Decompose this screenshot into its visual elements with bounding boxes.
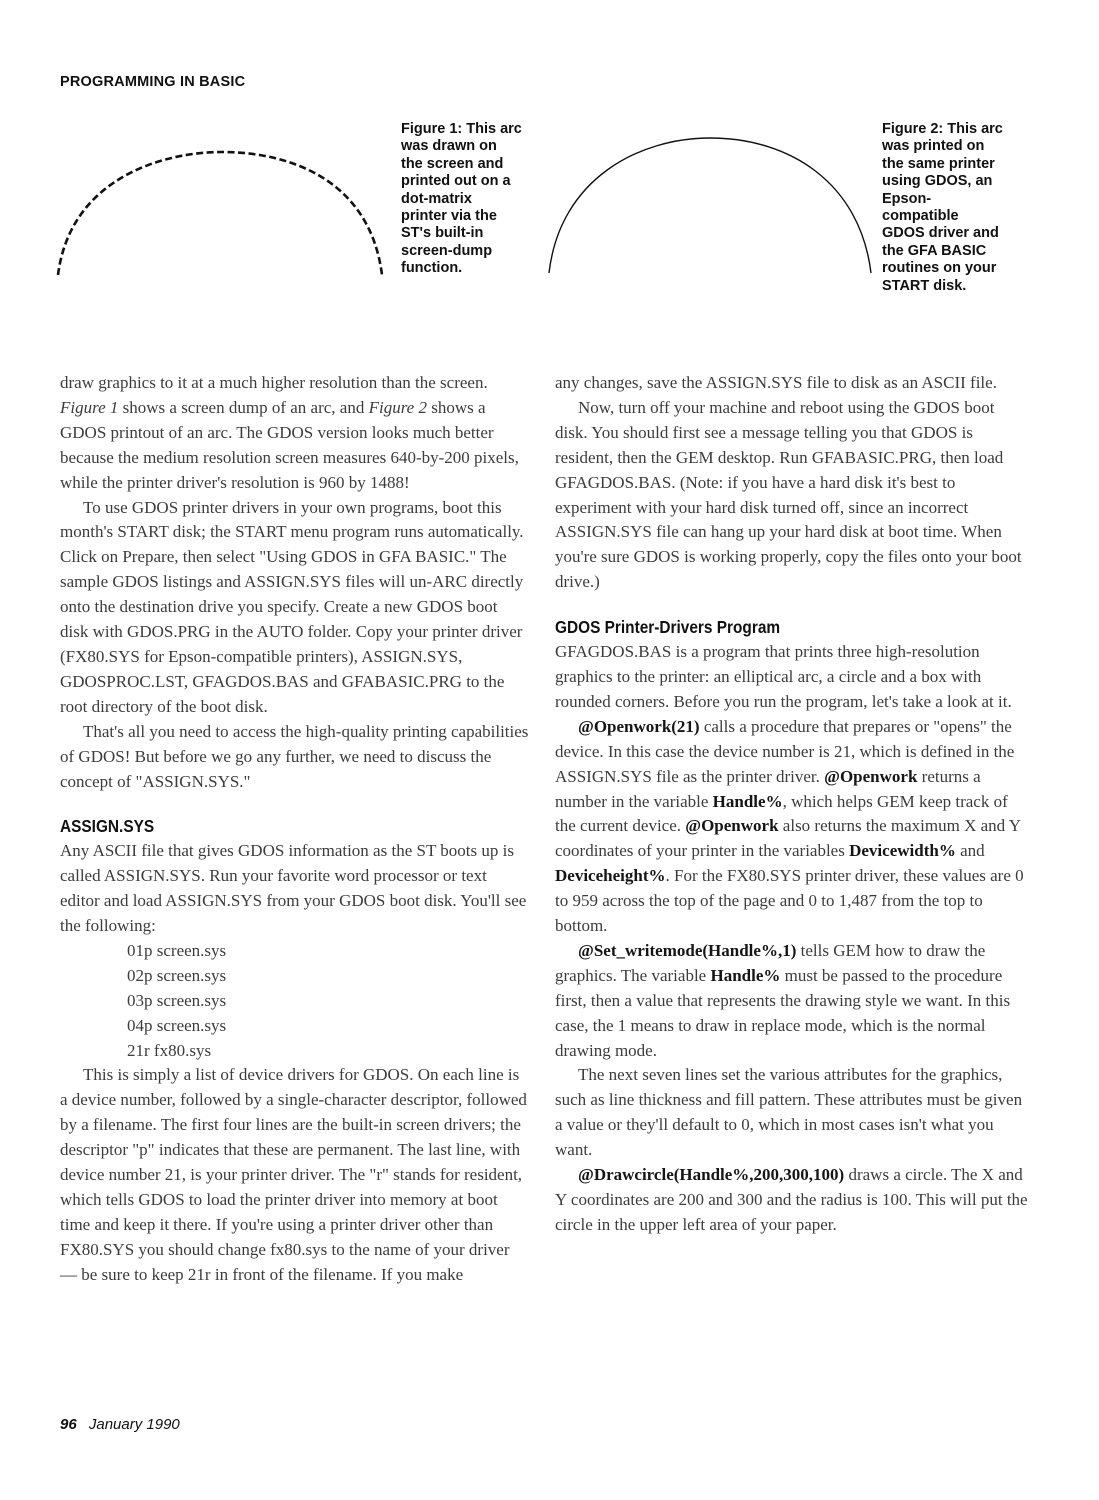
listing-line: 21r fx80.sys: [127, 1040, 212, 1060]
page-folio: [60, 1416, 180, 1433]
page-number: 96: [60, 1416, 77, 1433]
paragraph: any changes, save the ASSIGN.SYS file to disk as an ASCII file.: [555, 373, 997, 392]
listing-line: 02p screen.sys: [127, 965, 227, 985]
paragraph: @Openwork(21) calls a procedure that prepares or "opens" the device. In this case the device number is 21, which is defined in the ASSIGN.SYS file as the printer driver. @Openwork returns a number in the variable Handle%, which helps GEM keep track of the current device. @Openwork also returns the maximum X and Y coordinates of your printer in the variables Devicewidth% and Deviceheight%. For the FX80.SYS printer driver, these values are 0 to 959 across the top of the page and 0 to 1,487 from the top to bottom.: [555, 716, 1024, 936]
section-heading-assign-sys: ASSIGN.SYS: [60, 816, 155, 837]
figure-1-dotted-arc: [50, 140, 395, 280]
paragraph: The next seven lines set the various attributes for the graphics, such as line thickness and fill pattern. These attributes must be given a value or they'll default to 0, which in most cases isn't what you want.: [555, 1065, 1023, 1160]
running-head: PROGRAMMING IN BASIC: [60, 74, 246, 90]
listing-line: 01p screen.sys: [127, 940, 227, 960]
left-column: [60, 371, 530, 1288]
paragraph: Any ASCII file that gives GDOS information as the ST boots up is called ASSIGN.SYS. Run your favorite word processor or text editor and load ASSIGN.SYS from your GDOS boot disk. You'll see the following:: [60, 841, 527, 936]
figure-2-caption: Figure 2: This arc was printed on the same printer using GDOS, an Epson- compatible GDOS driver and the GFA BASIC routines on your START disk.: [882, 121, 1003, 294]
paragraph: To use GDOS printer drivers in your own programs, boot this month's START disk; the START menu program runs automatically. Click on Prepare, then select "Using GDOS in GFA BASIC." The sample GDOS listings and ASSIGN.SYS files will un-ARC directly onto the destination drive you specify. Create a new GDOS boot disk with GDOS.PRG in the AUTO folder. Copy your printer driver (FX80.SYS for Epson-compatible printers), ASSIGN.SYS, GDOSPROC.LST, GFAGDOS.BAS and GFABASIC.PRG to the root directory of the boot disk.: [60, 497, 524, 716]
figure-2-smooth-arc: [540, 128, 885, 278]
listing-line: 03p screen.sys: [127, 990, 227, 1010]
paragraph: This is simply a list of device drivers for GDOS. On each line is a device number, followed by a single-character descriptor, followed by a filename. The first four lines are the built-in screen drivers; the descriptor "p" indicates that these are permanent. The last line, with device number 21, is your printer driver. The "r" stands for resident, which tells GDOS to load the printer driver into memory at boot time and keep it there. If you're using a printer driver other than FX80.SYS you should change fx80.sys to the name of your driver — be sure to keep 21r in front of the filename. If you make: [60, 1065, 527, 1284]
paragraph: GFAGDOS.BAS is a program that prints three high-resolution graphics to the printer: an elliptical arc, a circle and a box with rounded corners. Before you run the program, let's take a look at it.: [555, 642, 1012, 711]
right-column: [555, 371, 1030, 1238]
issue-date: January 1990: [88, 1416, 180, 1433]
paragraph: @Drawcircle(Handle%,200,300,100) draws a circle. The X and Y coordinates are 200 and 300 and the radius is 100. This will put the circle in the upper left area of your paper.: [555, 1165, 1028, 1234]
assign-sys-listing: [60, 939, 530, 1064]
listing-line: 04p screen.sys: [127, 1015, 227, 1035]
paragraph: @Set_writemode(Handle%,1) tells GEM how to draw the graphics. The variable Handle% must be passed to the procedure first, then a value that represents the drawing style we want. In this case, the 1 means to draw in replace mode, which is the normal drawing mode.: [555, 940, 1011, 1060]
paragraph: Now, turn off your machine and reboot using the GDOS boot disk. You should first see a message telling you that GDOS is resident, then the GEM desktop. Run GFABASIC.PRG, then load GFAGDOS.BAS. (Note: if you have a hard disk it's best to experiment with your hard disk turned off, since an incorrect ASSIGN.SYS file can hang up your hard disk at boot time. When you're sure GDOS is working properly, copy the files onto your boot drive.): [555, 397, 1022, 592]
figure-1-caption: Figure 1: This arc was drawn on the screen and printed out on a dot-matrix printer via the ST's built-in screen-dump function.: [401, 121, 522, 277]
section-heading-printer-drivers: GDOS Printer-Drivers Program: [555, 617, 781, 638]
paragraph: draw graphics to it at a much higher resolution than the screen. Figure 1 shows a screen dump of an arc, and Figure 2 shows a GDOS printout of an arc. The GDOS version looks much better because the medium resolution screen measures 640-by-200 pixels, while the printer driver's resolution is 960 by 1488!: [60, 373, 519, 492]
paragraph: That's all you need to access the high-quality printing capabilities of GDOS! But before we go any further, we need to discuss the concept of "ASSIGN.SYS.": [60, 721, 529, 791]
